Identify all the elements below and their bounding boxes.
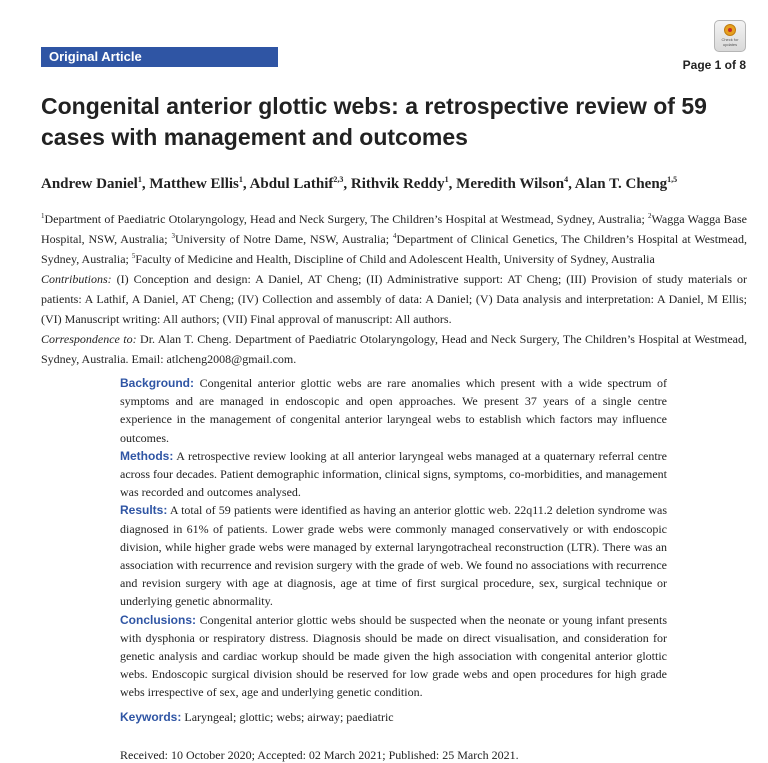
conclusions-heading: Conclusions: xyxy=(120,612,197,627)
author-name: Abdul Lathif xyxy=(249,176,334,192)
publication-dates: Received: 10 October 2020; Accepted: 02 March 2021; Published: 25 March 2021. xyxy=(120,748,519,762)
abstract-keywords xyxy=(120,708,667,726)
author-affiliation-mark: 1 xyxy=(137,175,142,184)
keywords-heading: Keywords: xyxy=(120,709,182,724)
author-name: Meredith Wilson xyxy=(456,176,565,192)
page-number: Page 1 of 8 xyxy=(682,58,746,72)
affiliation-mark: 5 xyxy=(131,252,136,260)
author-name: Alan T. Cheng xyxy=(574,176,668,192)
affiliation: Wagga Wagga Base Hospital, NSW, Australia; xyxy=(41,212,747,246)
affiliation-mark: 2 xyxy=(648,212,652,220)
correspondence xyxy=(41,329,747,369)
check-for-updates-badge[interactable] xyxy=(714,20,746,52)
contributions xyxy=(41,269,747,329)
affiliation: Department of Clinical Genetics, The Children’s Hospital at Westmead, Sydney, Australia; xyxy=(41,232,748,266)
abstract-background xyxy=(120,374,667,447)
results-text: A total of 59 patients were identified as having an anterior glottic web. 22q11.2 deletion syndrome was diagnosed in 61% of patients. Lower grade webs were commonly managed conservatively or with endoscopic division, while higher grade webs were managed by external laryngotracheal reconstruction (LTR). There was an association with recurrence and revision surgery with the grade of web. We found no associations with recurrence and revision surgery with age at diagnosis, age at time of first surgical procedure, sex, surgical technique or underlying genetic abnormality. xyxy=(120,503,667,609)
abstract-methods xyxy=(120,447,667,502)
author-affiliation-mark: 4 xyxy=(564,175,569,184)
background-heading: Background: xyxy=(120,376,195,390)
author-affiliation-mark: 1 xyxy=(238,175,243,184)
author-name: Andrew Daniel xyxy=(41,176,138,192)
contributions-text: (I) Conception and design: A Daniel, AT Cheng; (II) Administrative support: AT Cheng; (III) Provision of study materials or patients: A Lathif, A Daniel, AT Cheng; (IV) Collection and assembly of data: A Daniel; (V) Data analysis and interpretation: A Daniel, M Ellis; (VI) Manuscript writing: All authors; (VII) Final approval of manuscript: All authors. xyxy=(41,272,747,326)
affiliation: Faculty of Medicine and Health, Discipline of Child and Adolescent Health, University of Sydney, Australia xyxy=(135,252,655,266)
affiliation-mark: 1 xyxy=(41,212,45,220)
article-type-badge: Original Article xyxy=(41,47,278,67)
conclusions-text: Congenital anterior glottic webs should be suspected when the neonate or young infant presents with dysphonia or respiratory distress. Diagnosis should be made on direct visualisation, and consideration for genetic analysis and cardiac workup should be made given the high association with congenital anterior glottic webs. Endoscopic surgical division should be reserved for low grade webs and open procedures for high grade webs irrespective of sex, age and underlying genetic condition. xyxy=(120,612,667,700)
methods-text: A retrospective review looking at all anterior laryngeal webs managed at a quaternary referral centre across four decades. Patient demographic information, clinical signs, symptoms, co-morbidities, and management was recorded and outcomes analysed. xyxy=(120,448,667,500)
article-title: Congenital anterior glottic webs: a retrospective review of 59 cases with management and outcomes xyxy=(41,93,707,150)
affiliation: University of Notre Dame, NSW, Australia; xyxy=(174,232,393,246)
affiliations xyxy=(41,209,747,269)
affiliations-block xyxy=(41,209,747,369)
methods-heading: Methods: xyxy=(120,448,174,463)
correspondence-label: Correspondence to: xyxy=(41,332,137,346)
author-name: Matthew Ellis xyxy=(149,176,239,192)
check-updates-icon xyxy=(724,24,736,36)
contributions-label: Contributions: xyxy=(41,272,112,286)
results-heading: Results: xyxy=(120,503,168,518)
author-affiliation-mark: 2,3 xyxy=(333,175,344,184)
author-affiliation-mark: 1,5 xyxy=(667,175,678,184)
abstract-conclusions xyxy=(120,611,667,702)
keywords-text: Laryngeal; glottic; webs; airway; paediatric xyxy=(181,709,394,724)
check-updates-text: Check for updates xyxy=(721,37,739,47)
affiliation-mark: 3 xyxy=(171,232,175,240)
abstract xyxy=(120,374,667,726)
affiliation-mark: 4 xyxy=(392,232,397,240)
author-list: Andrew Daniel$^1$, Matthew Ellis$^1$, Abdul Lathif$^{2,3}$, Rithvik Reddy$^1$, Meredith Wilson$^4$, Alan T. Cheng$^{1,5}$ xyxy=(41,175,678,192)
abstract-results xyxy=(120,501,667,610)
correspondence-text: Dr. Alan T. Cheng. Department of Paediatric Otolaryngology, Head and Neck Surgery, The Children’s Hospital at Westmead, Sydney, Australia. Email: atlcheng2008@gmail.com. xyxy=(41,332,747,366)
affiliation: Department of Paediatric Otolaryngology, Head and Neck Surgery, The Children’s Hospital at Westmead, Sydney, Australia; xyxy=(44,212,648,226)
background-text: Congenital anterior glottic webs are rare anomalies which present with a wide spectrum of symptoms and are managed in endoscopic and open approaches. We present 37 years of a single centre experience in the management of congenital anterior laryngeal webs to establish which factors may influence outcomes. xyxy=(120,376,667,445)
author-name: Rithvik Reddy xyxy=(350,176,445,192)
author-affiliation-mark: 1 xyxy=(444,175,449,184)
